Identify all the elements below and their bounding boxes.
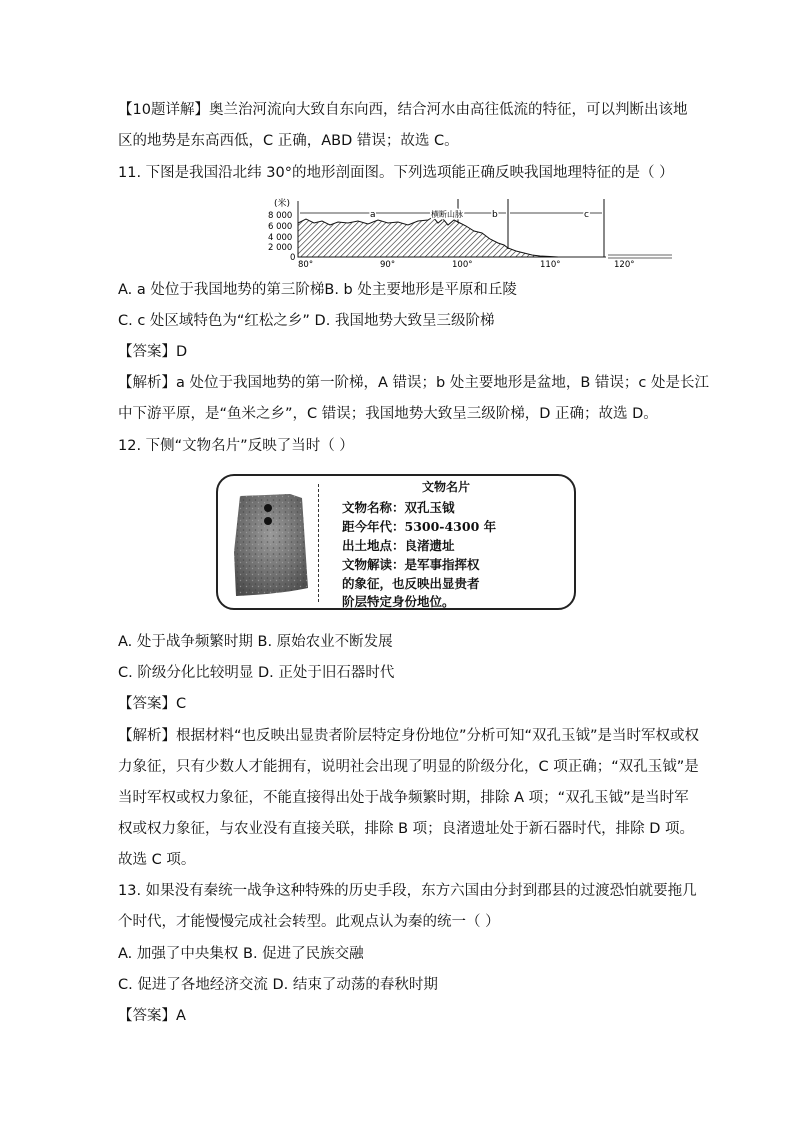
q10-explain-line2: 区的地势是东高西低，C 正确，ABD 错误；故选 C。 <box>118 133 459 149</box>
jade-axe-image <box>230 492 312 598</box>
card-interp-3: 阶层特定身份地位。 <box>342 594 455 609</box>
y-tick-6000: 6 000 <box>268 222 293 232</box>
q11-explain-line1: 【解析】a 处位于我国地势的第一阶梯，A 错误；b 处主要地形是盆地，B 错误；c 处是长江 <box>118 375 709 391</box>
terrain-profile <box>298 217 558 257</box>
q13-stem-line1: 13. 如果没有秦统一战争这种特殊的历史手段，东方六国由分封到郡县的过渡恐怕就要拖几 <box>118 883 697 899</box>
q11-stem: 11. 下图是我国沿北纬 30°的地形剖面图。下列选项能正确反映我国地理特征的是（ ） <box>118 165 674 181</box>
q13-answer: 【答案】A <box>118 1008 186 1024</box>
q12-explain-line1: 【解析】根据材料“也反映出显贵者阶层特定身份地位”分析可知“双孔玉钺”是当时军权或权 <box>118 728 700 744</box>
q13-stem-line2: 个时代，才能慢慢完成社会转型。此观点认为秦的统一（ ） <box>118 914 500 930</box>
y-tick-4000: 4 000 <box>268 233 293 243</box>
card-age: 距今年代：5300-4300 年 <box>342 519 497 534</box>
card-interp-2: 的象征，也反映出显贵者 <box>342 576 480 591</box>
x-tick-110: 110° <box>540 260 561 269</box>
card-name: 文物名称：双孔玉钺 <box>342 500 455 515</box>
y-tick-0: 0 <box>290 253 296 263</box>
q12-option-cd: C. 阶级分化比较明显 D. 正处于旧石器时代 <box>118 665 395 681</box>
q12-option-ab: A. 处于战争频繁时期 B. 原始农业不断发展 <box>118 634 393 650</box>
q12-explain-line5: 故选 C 项。 <box>118 852 196 868</box>
q12-stem: 12. 下侧“文物名片”反映了当时（ ） <box>118 438 354 454</box>
artifact-card <box>216 474 576 610</box>
card-title: 文物名片 <box>421 480 470 494</box>
q13-option-cd: C. 促进了各地经济交流 D. 结束了动荡的春秋时期 <box>118 977 438 993</box>
q11-option-cd: C. c 处区域特色为“红松之乡” D. 我国地势大致呈三级阶梯 <box>118 313 495 329</box>
x-tick-100: 100° <box>452 260 473 269</box>
region-c-label: c <box>584 210 589 220</box>
q11-option-ab: A. a 处位于我国地势的第三阶梯B. b 处主要地形是平原和丘陵 <box>118 282 517 298</box>
x-tick-90: 90° <box>380 260 396 269</box>
card-site: 出土地点：良渚遗址 <box>342 538 455 553</box>
x-tick-80: 80° <box>298 260 314 269</box>
mountain-label: 横断山脉 <box>431 210 463 219</box>
q12-answer: 【答案】C <box>118 696 187 712</box>
axe-hole-bottom <box>264 517 272 525</box>
card-interp-1: 文物解读：是军事指挥权 <box>342 557 480 572</box>
x-tick-120: 120° <box>614 260 635 269</box>
q11-answer: 【答案】D <box>118 344 188 360</box>
axe-hole-top <box>264 504 272 512</box>
region-a-label: a <box>370 210 376 220</box>
y-tick-2000: 2 000 <box>268 243 293 253</box>
y-unit-label: (米) <box>274 199 291 209</box>
region-b-label: b <box>492 210 498 220</box>
q11-explain-line2: 中下游平原，是“鱼米之乡”，C 错误；我国地势大致呈三级阶梯，D 正确；故选 D。 <box>118 406 658 422</box>
card-divider <box>318 484 319 602</box>
terrain-profile-figure <box>268 193 676 269</box>
q13-option-ab: A. 加强了中央集权 B. 促进了民族交融 <box>118 946 364 962</box>
q10-explain-line1: 【10题详解】奥兰治河流向大致自东向西，结合河水由高往低流的特征，可以判断出该地 <box>118 102 688 118</box>
q12-explain-line2: 力象征，只有少数人才能拥有，说明社会出现了明显的阶级分化，C 项正确；“双孔玉钺”是 <box>118 759 699 775</box>
q12-explain-line3: 当时军权或权力象征，不能直接得出处于战争频繁时期，排除 A 项；“双孔玉钺”是当时军 <box>118 790 689 806</box>
q12-explain-line4: 权或权力象征，与农业没有直接关联，排除 B 项；良渚遗址处于新石器时代，排除 D 项。 <box>118 821 695 837</box>
y-tick-8000: 8 000 <box>268 211 293 221</box>
